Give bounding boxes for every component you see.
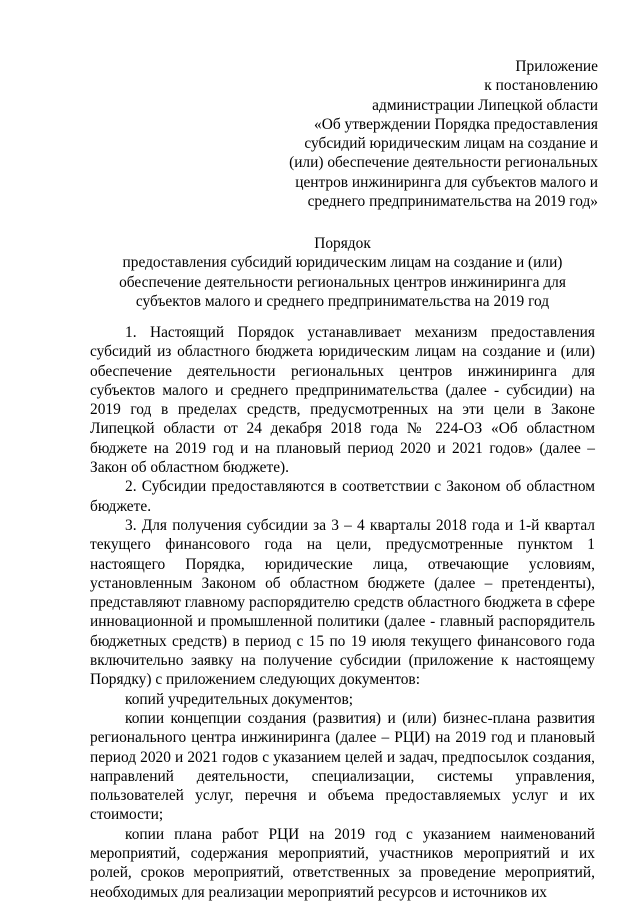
appendix-line: к постановлению bbox=[484, 77, 598, 95]
appendix-line: администрации Липецкой области bbox=[372, 96, 598, 114]
paragraph-3: 3. Для получения субсидии за 3 – 4 кварталы 2018 года и 1-й квартал текущего финансового года на цели, предусмотренные пунктом 1 настоящего Порядка, юридические лица, отвечающие условиям, установленным Законом об областном бюджете (далее – претенденты), представляют главному распорядителю средств областного бюджета в сфере инновационной и промышленной политики (далее - главный распорядитель бюджетных средств) в период с 15 по 19 июля текущего финансового года включительно заявку на получение субсидии (приложение к настоящему Порядку) с приложением следующих документов: bbox=[90, 516, 595, 689]
document-list-item: копии концепции создания (развития) и (или) бизнес-плана развития регионального центра инжиниринга (далее – РЦИ) на 2019 год и плановый период 2020 и 2021 годов с указанием целей и задач, предпосылок создания, направлений деятельности, специализации, системы управления, пользователей услуг, перечня и объема предоставляемых услуг и их стоимости; bbox=[90, 709, 595, 824]
document-list-item: копий учредительных документов; bbox=[125, 690, 353, 708]
appendix-line: Приложение bbox=[515, 58, 598, 75]
title-line: обеспечение деятельности региональных центров инжиниринга для bbox=[119, 273, 566, 291]
title-line: предоставления субсидий юридическим лицам на создание и (или) bbox=[122, 254, 563, 272]
document-body bbox=[90, 323, 595, 902]
paragraph-1: 1. Настоящий Порядок устанавливает механизм предоставления субсидий из областного бюджета юридическим лицам на создание и (или) обеспечение деятельности региональных центров инжиниринга для субъектов малого и среднего предпринимательства (далее - субсидии) на 2019 год в пределах средств, предусмотренных на эти цели в Законе Липецкой области от 24 декабря 2018 года № 224-ОЗ «Об областном бюджете на 2019 год и на плановый период 2020 и 2021 годов» (далее – Закон об областном бюджете). bbox=[90, 324, 595, 477]
document-list-item: копии плана работ РЦИ на 2019 год с указанием наименований мероприятий, содержания мероприятий, участников мероприятий и их ролей, сроков мероприятий, ответственных за проведение мероприятий, необходимых для реализации мероприятий ресурсов и источников их bbox=[90, 825, 595, 901]
appendix-header bbox=[268, 57, 598, 211]
document-title bbox=[85, 234, 600, 311]
paragraph-2: 2. Субсидии предоставляются в соответствии с Законом об областном бюджете. bbox=[90, 478, 595, 515]
appendix-line: «Об утверждении Порядка предоставления bbox=[314, 115, 598, 133]
appendix-line: субсидий юридическим лицам на создание и bbox=[304, 135, 598, 153]
appendix-line: центров инжиниринга для субъектов малого и bbox=[295, 173, 598, 191]
appendix-line: (или) обеспечение деятельности региональных bbox=[289, 154, 598, 172]
title-line: субъектов малого и среднего предпринимательства на 2019 год bbox=[135, 292, 550, 310]
appendix-line: среднего предпринимательства на 2019 год» bbox=[307, 193, 598, 211]
title-heading: Порядок bbox=[314, 235, 371, 252]
